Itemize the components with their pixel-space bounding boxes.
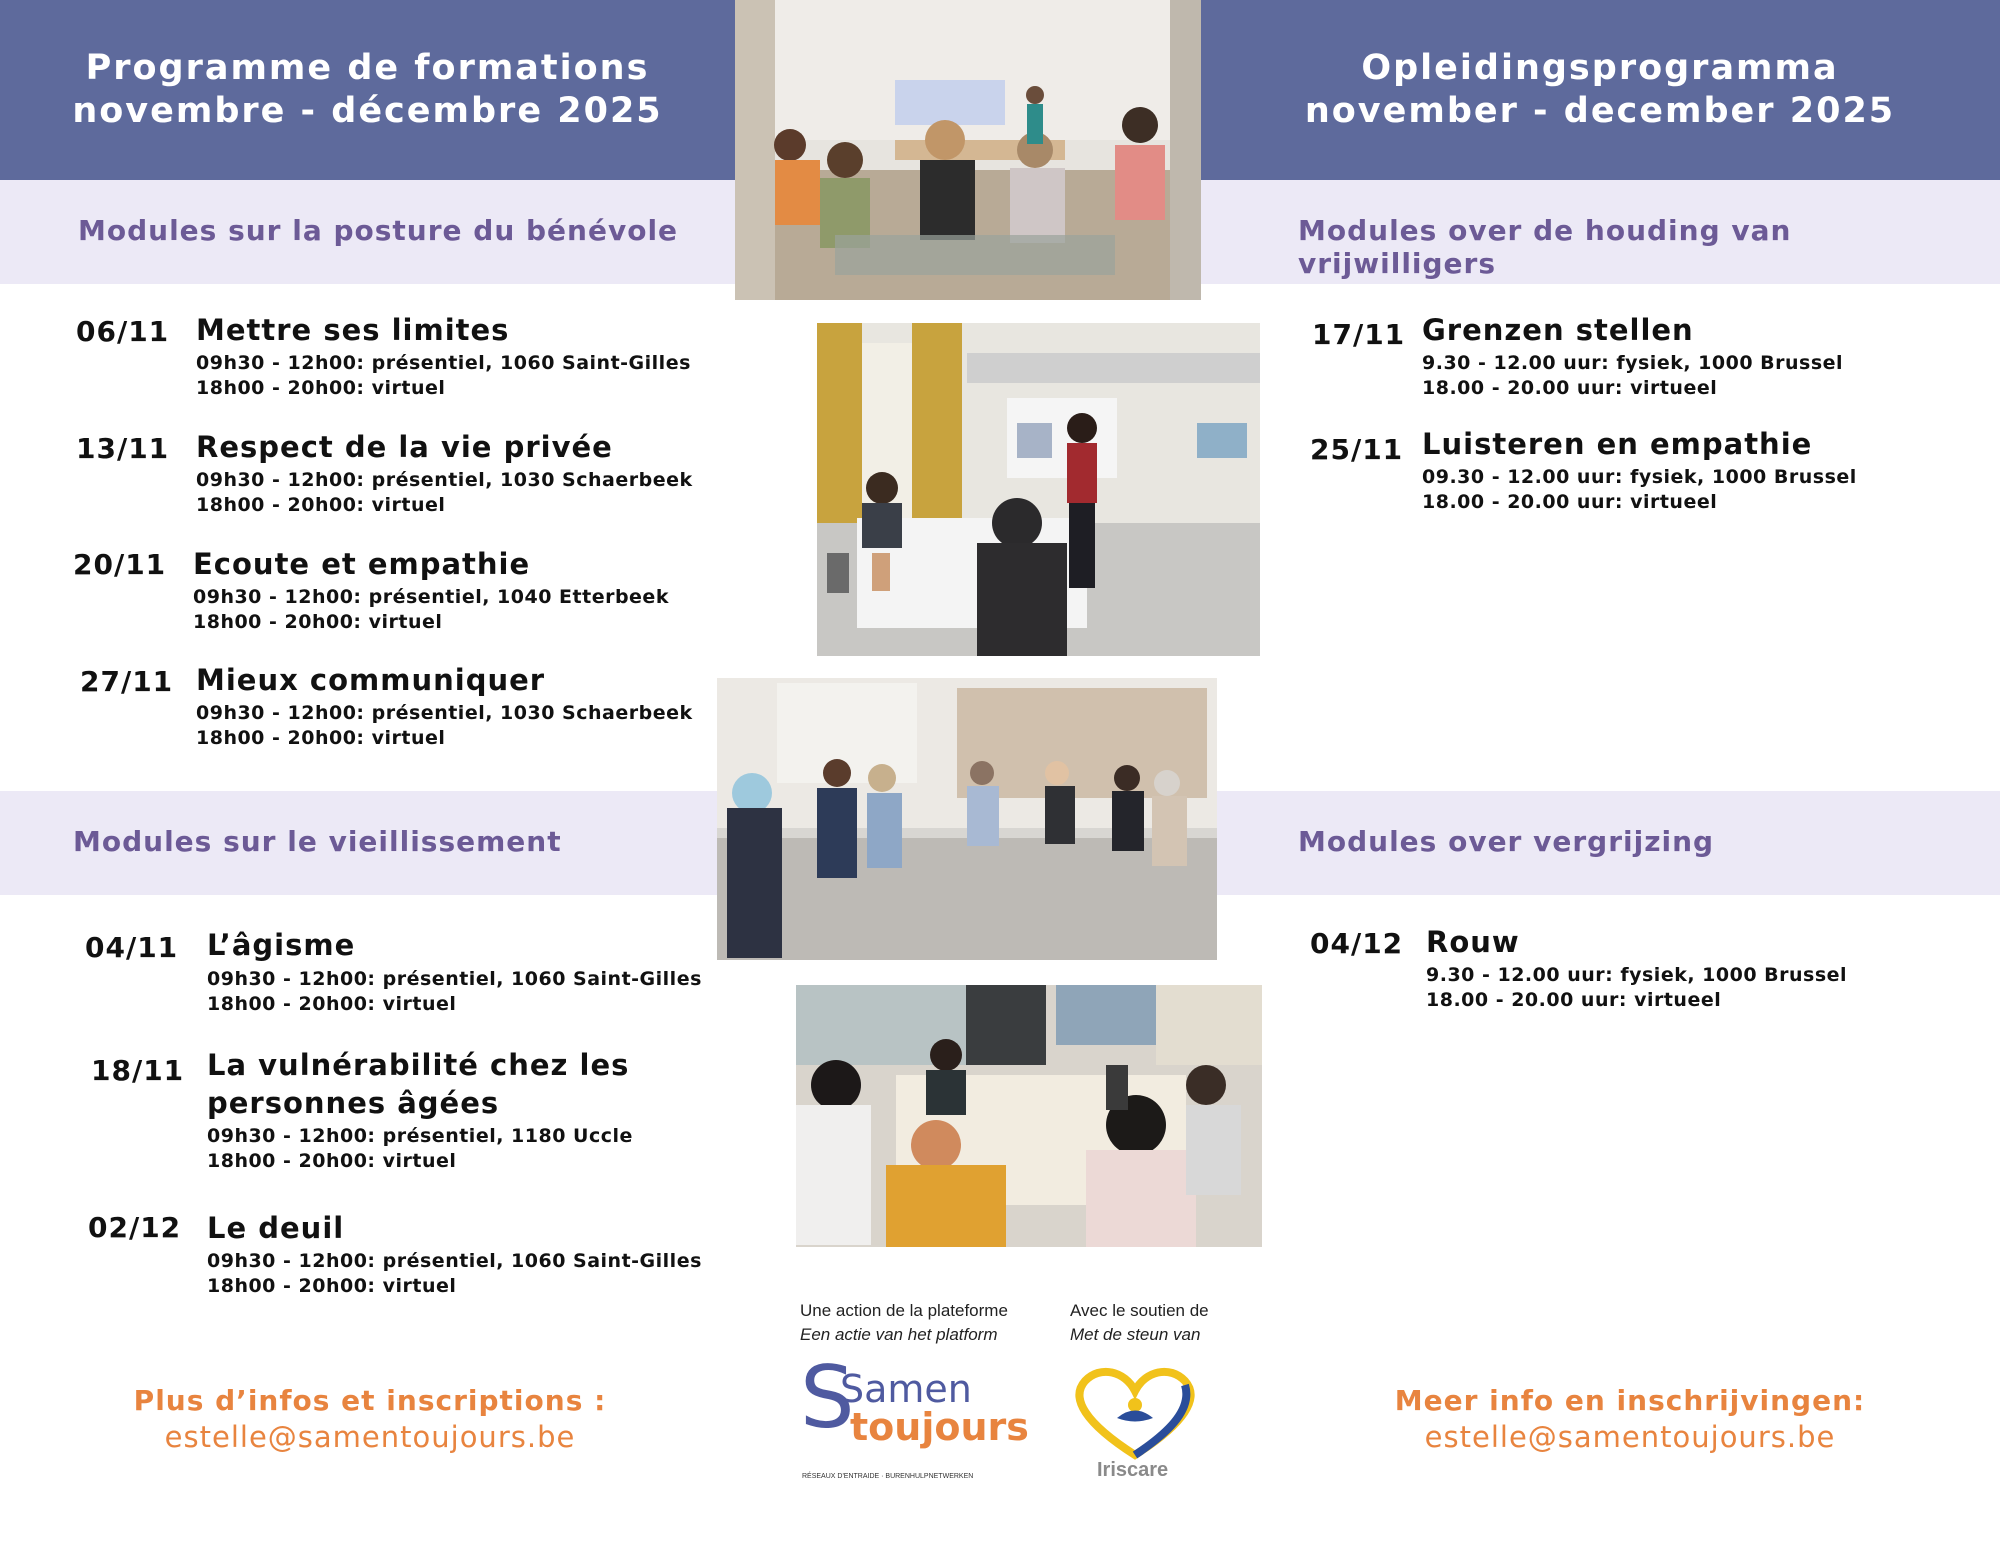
event-time-line: 09h30 - 12h00: présentiel, 1030 Schaerbeek	[196, 469, 693, 491]
event-time-line: 9.30 - 12.00 uur: fysiek, 1000 Brussel	[1422, 352, 1844, 374]
event-title: Luisteren en empathie	[1422, 427, 1813, 461]
event-time-line: 18h00 - 20h00: virtuel	[193, 611, 443, 633]
platform-label-nl-text: Een actie van het platform	[800, 1325, 998, 1344]
event-title: Ecoute et empathie	[193, 547, 531, 581]
event-time-line: 18h00 - 20h00: virtuel	[196, 494, 446, 516]
photo-circle-group	[717, 678, 1217, 960]
logo-line1: Samen	[840, 1367, 972, 1411]
event-time-line: 09h30 - 12h00: présentiel, 1180 Uccle	[207, 1125, 633, 1147]
event-time-line: 18h00 - 20h00: virtuel	[196, 727, 446, 749]
event-title-continued: personnes âgées	[207, 1086, 500, 1120]
logo-s-mark: S	[800, 1348, 855, 1448]
event-time-line: 18h00 - 20h00: virtuel	[207, 1275, 457, 1297]
logo-line2: toujours	[850, 1405, 1029, 1449]
event-time-line: 18h00 - 20h00: virtuel	[207, 1150, 457, 1172]
event-time-line: 09.30 - 12.00 uur: fysiek, 1000 Brussel	[1422, 466, 1857, 488]
contact-email-nl[interactable]: estelle@samentoujours.be	[1424, 1420, 1836, 1454]
photo-table-group	[796, 985, 1262, 1247]
event-date: 25/11	[1310, 433, 1404, 466]
samen-toujours-logo	[800, 1348, 1029, 1485]
event-title: Respect de la vie privée	[196, 430, 613, 464]
event-time-line: 18h00 - 20h00: virtuel	[207, 993, 457, 1015]
section-title-fr-2: Modules sur le vieillissement	[73, 825, 562, 858]
event-title: Mieux communiquer	[196, 663, 546, 697]
event-time-line: 18.00 - 20.00 uur: virtueel	[1422, 491, 1718, 513]
logo-sub: RÉSEAUX D'ENTRAIDE · BURENHULPNETWERKEN	[802, 1473, 974, 1480]
photo-training-room	[735, 0, 1201, 300]
event-title: L’âgisme	[207, 928, 356, 962]
event-title: Mettre ses limites	[196, 313, 510, 347]
event-time-line: 18.00 - 20.00 uur: virtueel	[1422, 377, 1718, 399]
header-fr-line2: novembre - décembre 2025	[72, 91, 663, 131]
iriscare-name: Iriscare	[1097, 1459, 1169, 1481]
header-nl-line2: november - december 2025	[1304, 91, 1896, 131]
platform-label-fr: Une action de la plateforme	[800, 1301, 1008, 1320]
iriscare-logo	[1065, 1363, 1205, 1493]
event-date: 18/11	[91, 1054, 185, 1087]
header-fr	[0, 0, 735, 180]
event-time-line: 09h30 - 12h00: présentiel, 1040 Etterbeek	[193, 586, 669, 608]
header-nl-line1: Opleidingsprogramma	[1361, 48, 1839, 88]
event-time-line: 09h30 - 12h00: présentiel, 1060 Saint-Gilles	[207, 968, 702, 990]
support-label-fr: Avec le soutien de	[1070, 1301, 1209, 1320]
event-time-line: 09h30 - 12h00: présentiel, 1030 Schaerbeek	[196, 702, 693, 724]
event-date: 13/11	[76, 432, 170, 465]
event-date: 20/11	[73, 548, 167, 581]
event-time-line: 09h30 - 12h00: présentiel, 1060 Saint-Gilles	[207, 1250, 702, 1272]
support-label-nl-text: Met de steun van	[1070, 1325, 1201, 1344]
event-date: 06/11	[76, 315, 170, 348]
section-title-nl-2: Modules over vergrijzing	[1298, 825, 1715, 858]
contact-label-nl: Meer info en inschrijvingen:	[1394, 1384, 1866, 1417]
event-date: 17/11	[1312, 318, 1406, 351]
section-title-nl-1: Modules over de houding van vrijwilligers	[1298, 214, 1792, 280]
header-nl	[1200, 0, 2000, 180]
iriscare-heart-icon	[1065, 1363, 1205, 1463]
event-time-line: 09h30 - 12h00: présentiel, 1060 Saint-Gilles	[196, 352, 691, 374]
photo-presentation	[817, 323, 1260, 656]
platform-label-nl	[800, 1323, 998, 1347]
contact-label-fr: Plus d’infos et inscriptions :	[133, 1384, 607, 1417]
event-date: 04/11	[85, 931, 179, 964]
event-title: Grenzen stellen	[1422, 313, 1694, 347]
event-title: Le deuil	[207, 1211, 345, 1245]
support-label-nl	[1070, 1323, 1200, 1347]
header-fr-line1: Programme de formations	[85, 48, 650, 88]
contact-email-fr[interactable]: estelle@samentoujours.be	[164, 1420, 576, 1454]
section-title-fr-1: Modules sur la posture du bénévole	[78, 214, 679, 247]
event-title: La vulnérabilité chez les	[207, 1048, 630, 1082]
event-title: Rouw	[1426, 925, 1520, 959]
event-time-line: 9.30 - 12.00 uur: fysiek, 1000 Brussel	[1426, 964, 1848, 986]
event-time-line: 18.00 - 20.00 uur: virtueel	[1426, 989, 1722, 1011]
event-date: 02/12	[88, 1211, 182, 1244]
event-time-line: 18h00 - 20h00: virtuel	[196, 377, 446, 399]
event-date: 27/11	[80, 665, 174, 698]
event-date: 04/12	[1310, 927, 1404, 960]
